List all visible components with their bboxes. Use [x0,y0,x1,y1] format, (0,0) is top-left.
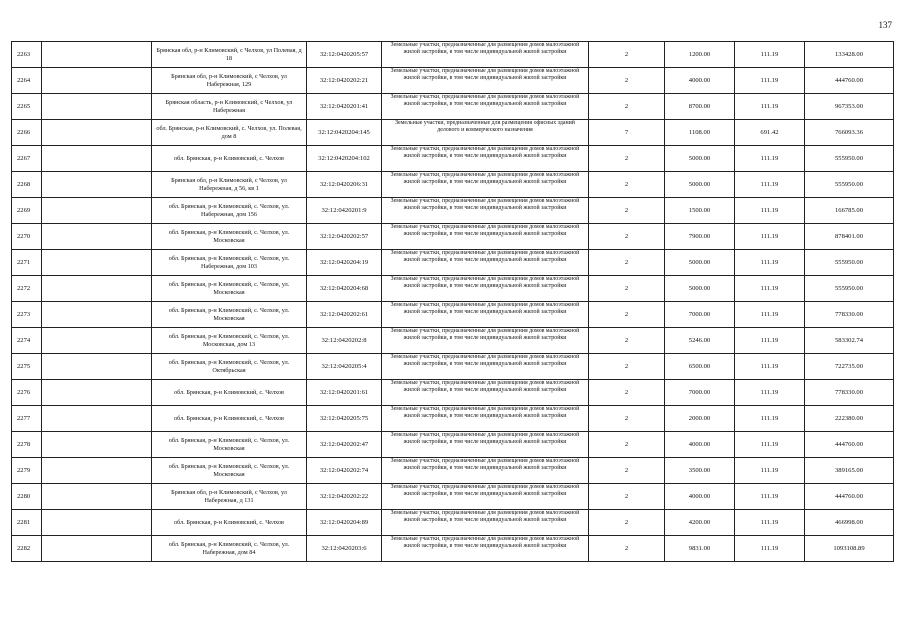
empty-cell [42,302,152,328]
land-use-cell: Земельные участки, предназначенные для размещения домов малоэтажной жилой застройки, в том числе индивидуальной жилой застройки [382,380,589,406]
row-number-cell: 2282 [12,536,42,562]
cadastral-number-cell: 32:12:0420202:61 [307,302,382,328]
cadastral-number-cell: 32:12:0420201:41 [307,94,382,120]
area-cell: 1108.00 [665,120,735,146]
area-cell: 5000.00 [665,146,735,172]
table-row [12,42,894,68]
specific-value-cell: 111.19 [735,510,805,536]
cadastral-number-cell: 32:12:0420204:19 [307,250,382,276]
cadastral-value-cell: 466998.00 [805,510,894,536]
row-number-cell: 2273 [12,302,42,328]
cadastral-value-cell: 878401.00 [805,224,894,250]
address-cell: обл. Брянская, р-н Климовский, с. Челхов, ул. Набережная, дом 156 [152,198,307,224]
cadastral-value-cell: 166785.00 [805,198,894,224]
specific-value-cell: 111.19 [735,172,805,198]
empty-cell [42,510,152,536]
empty-cell [42,432,152,458]
table-row [12,68,894,94]
area-cell: 4000.00 [665,432,735,458]
table-row [12,328,894,354]
specific-value-cell: 111.19 [735,94,805,120]
cadastral-number-cell: 32:12:0420202:22 [307,484,382,510]
cadastral-number-cell: 32:12:0420205:75 [307,406,382,432]
cadastral-value-cell: 389165.00 [805,458,894,484]
area-cell: 5000.00 [665,172,735,198]
empty-cell [42,354,152,380]
table-row [12,120,894,146]
area-cell: 7000.00 [665,380,735,406]
group-cell: 2 [589,224,665,250]
area-cell: 4200.00 [665,510,735,536]
specific-value-cell: 111.19 [735,458,805,484]
row-number-cell: 2276 [12,380,42,406]
row-number-cell: 2278 [12,432,42,458]
row-number-cell: 2277 [12,406,42,432]
address-cell: обл. Брянская, р-н Климовский, с. Челхов [152,406,307,432]
specific-value-cell: 111.19 [735,146,805,172]
group-cell: 2 [589,172,665,198]
cadastral-number-cell: 32:12:0420202:57 [307,224,382,250]
row-number-cell: 2270 [12,224,42,250]
specific-value-cell: 111.19 [735,68,805,94]
land-use-cell: Земельные участки, предназначенные для размещения домов малоэтажной жилой застройки, в том числе индивидуальной жилой застройки [382,328,589,354]
empty-cell [42,172,152,198]
table-row [12,458,894,484]
group-cell: 2 [589,250,665,276]
specific-value-cell: 111.19 [735,484,805,510]
specific-value-cell: 111.19 [735,42,805,68]
specific-value-cell: 111.19 [735,302,805,328]
cadastral-number-cell: 32:12:0420202:47 [307,432,382,458]
cadastral-value-cell: 444760.00 [805,484,894,510]
group-cell: 2 [589,328,665,354]
address-cell: Брянская обл, р-н Климовский, с Челхов, ул Полевая, д 18 [152,42,307,68]
area-cell: 5000.00 [665,276,735,302]
area-cell: 5000.00 [665,250,735,276]
cadastral-number-cell: 32:12:0420206:31 [307,172,382,198]
address-cell: обл. Брянская, р-н Климовский, с. Челхов, ул. Московская, дом 13 [152,328,307,354]
land-use-cell: Земельные участки, предназначенные для размещения домов малоэтажной жилой застройки, в том числе индивидуальной жилой застройки [382,510,589,536]
cadastral-number-cell: 32:12:0420202:21 [307,68,382,94]
cadastral-number-cell: 32:12:0420204:68 [307,276,382,302]
cadastral-number-cell: 32:12:0420205:57 [307,42,382,68]
row-number-cell: 2266 [12,120,42,146]
group-cell: 2 [589,302,665,328]
area-cell: 3500.00 [665,458,735,484]
row-number-cell: 2263 [12,42,42,68]
row-number-cell: 2269 [12,198,42,224]
group-cell: 2 [589,276,665,302]
group-cell: 2 [589,94,665,120]
address-cell: обл. Брянская, р-н Климовский, с. Челхов, ул. Московская [152,432,307,458]
area-cell: 4000.00 [665,68,735,94]
specific-value-cell: 111.19 [735,328,805,354]
land-use-cell: Земельные участки, предназначенные для размещения домов малоэтажной жилой застройки, в том числе индивидуальной жилой застройки [382,94,589,120]
area-cell: 1200.00 [665,42,735,68]
table-row [12,94,894,120]
cadastral-value-cell: 583302.74 [805,328,894,354]
land-use-cell: Земельные участки, предназначенные для размещения домов малоэтажной жилой застройки, в том числе индивидуальной жилой застройки [382,146,589,172]
row-number-cell: 2267 [12,146,42,172]
specific-value-cell: 691.42 [735,120,805,146]
row-number-cell: 2271 [12,250,42,276]
group-cell: 2 [589,68,665,94]
table-row [12,380,894,406]
group-cell: 2 [589,198,665,224]
address-cell: обл. Брянская, р-н Климовский, с. Челхов, ул. Московская [152,276,307,302]
cadastral-number-cell: 32:12:0420201:9 [307,198,382,224]
area-cell: 8700.00 [665,94,735,120]
group-cell: 2 [589,536,665,562]
specific-value-cell: 111.19 [735,432,805,458]
cadastral-number-cell: 32:12:0420203:6 [307,536,382,562]
cadastral-value-cell: 555950.00 [805,276,894,302]
address-cell: обл. Брянская, р-н Климовский, с. Челхов [152,380,307,406]
cadastral-value-cell: 778330.00 [805,302,894,328]
row-number-cell: 2272 [12,276,42,302]
land-use-cell: Земельные участки, предназначенные для размещения домов малоэтажной жилой застройки, в том числе индивидуальной жилой застройки [382,276,589,302]
area-cell: 6500.00 [665,354,735,380]
specific-value-cell: 111.19 [735,276,805,302]
table-row [12,510,894,536]
area-cell: 1500.00 [665,198,735,224]
row-number-cell: 2279 [12,458,42,484]
address-cell: обл. Брянская, р-н Климовский, с. Челхов, ул. Полевая, дом 8 [152,120,307,146]
specific-value-cell: 111.19 [735,354,805,380]
group-cell: 2 [589,380,665,406]
cadastral-number-cell: 32:12:0420202:74 [307,458,382,484]
land-use-cell: Земельные участки, предназначенные для размещения домов малоэтажной жилой застройки, в том числе индивидуальной жилой застройки [382,406,589,432]
table-row [12,536,894,562]
table-row [12,432,894,458]
group-cell: 2 [589,406,665,432]
cadastral-value-cell: 555950.00 [805,250,894,276]
empty-cell [42,146,152,172]
cadastral-value-cell: 222380.00 [805,406,894,432]
cadastral-number-cell: 32:12:0420201:61 [307,380,382,406]
address-cell: обл. Брянская, р-н Климовский, с. Челхов, ул. Московская [152,224,307,250]
land-registry-table [11,41,894,562]
group-cell: 2 [589,42,665,68]
land-use-cell: Земельные участки, предназначенные для размещения домов малоэтажной жилой застройки, в том числе индивидуальной жилой застройки [382,250,589,276]
cadastral-value-cell: 444760.00 [805,68,894,94]
cadastral-number-cell: 32:12:0420204:102 [307,146,382,172]
row-number-cell: 2264 [12,68,42,94]
address-cell: обл. Брянская, р-н Климовский, с. Челхов [152,146,307,172]
land-use-cell: Земельные участки, предназначенные для размещения домов малоэтажной жилой застройки, в том числе индивидуальной жилой застройки [382,224,589,250]
group-cell: 2 [589,146,665,172]
area-cell: 7900.00 [665,224,735,250]
table-row [12,224,894,250]
cadastral-number-cell: 32:12:0420204:145 [307,120,382,146]
cadastral-value-cell: 555950.00 [805,172,894,198]
group-cell: 2 [589,484,665,510]
land-use-cell: Земельные участки, предназначенные для размещения домов малоэтажной жилой застройки, в том числе индивидуальной жилой застройки [382,432,589,458]
empty-cell [42,198,152,224]
empty-cell [42,250,152,276]
cadastral-value-cell: 722735.00 [805,354,894,380]
land-use-cell: Земельные участки, предназначенные для размещения домов малоэтажной жилой застройки, в том числе индивидуальной жилой застройки [382,354,589,380]
specific-value-cell: 111.19 [735,380,805,406]
empty-cell [42,120,152,146]
empty-cell [42,68,152,94]
table-row [12,250,894,276]
land-use-cell: Земельные участки, предназначенные для размещения домов малоэтажной жилой застройки, в том числе индивидуальной жилой застройки [382,536,589,562]
row-number-cell: 2268 [12,172,42,198]
land-use-cell: Земельные участки, предназначенные для размещения домов малоэтажной жилой застройки, в том числе индивидуальной жилой застройки [382,484,589,510]
empty-cell [42,536,152,562]
empty-cell [42,276,152,302]
empty-cell [42,42,152,68]
table-row [12,406,894,432]
address-cell: обл. Брянская, р-н Климовский, с. Челхов, ул. Московская [152,458,307,484]
table-row [12,276,894,302]
row-number-cell: 2281 [12,510,42,536]
land-use-cell: Земельные участки, предназначенные для размещения домов малоэтажной жилой застройки, в том числе индивидуальной жилой застройки [382,68,589,94]
cadastral-value-cell: 778330.00 [805,380,894,406]
land-use-cell: Земельные участки, предназначенные для размещения домов малоэтажной жилой застройки, в том числе индивидуальной жилой застройки [382,198,589,224]
address-cell: Брянская область, р-н Климовский, с Челхов, ул Набережная [152,94,307,120]
land-use-cell: Земельные участки, предназначенные для размещения домов малоэтажной жилой застройки, в том числе индивидуальной жилой застройки [382,172,589,198]
specific-value-cell: 111.19 [735,198,805,224]
specific-value-cell: 111.19 [735,250,805,276]
cadastral-value-cell: 766093.36 [805,120,894,146]
address-cell: обл. Брянская, р-н Климовский, с. Челхов [152,510,307,536]
address-cell: Брянская обл, р-н Климовский, с Челхов, ул Набережная, д 131 [152,484,307,510]
group-cell: 2 [589,458,665,484]
cadastral-value-cell: 555950.00 [805,146,894,172]
empty-cell [42,380,152,406]
registry-body [12,42,894,562]
row-number-cell: 2265 [12,94,42,120]
cadastral-value-cell: 967353.00 [805,94,894,120]
address-cell: обл. Брянская, р-н Климовский, с. Челхов, ул. Набережная, дом 84 [152,536,307,562]
row-number-cell: 2274 [12,328,42,354]
row-number-cell: 2280 [12,484,42,510]
specific-value-cell: 111.19 [735,224,805,250]
table-row [12,484,894,510]
table-row [12,354,894,380]
address-cell: обл. Брянская, р-н Климовский, с. Челхов, ул. Московская [152,302,307,328]
empty-cell [42,484,152,510]
empty-cell [42,406,152,432]
address-cell: Брянская обл, р-н Климовский, с Челхов, ул Набережная, 129 [152,68,307,94]
empty-cell [42,328,152,354]
area-cell: 7000.00 [665,302,735,328]
cadastral-number-cell: 32:12:0420205:4 [307,354,382,380]
cadastral-value-cell: 133428.00 [805,42,894,68]
land-use-cell: Земельные участки, предназначенные для размещения домов малоэтажной жилой застройки, в том числе индивидуальной жилой застройки [382,302,589,328]
page-number: 137 [878,20,892,30]
cadastral-number-cell: 32:12:0420204:89 [307,510,382,536]
address-cell: обл. Брянская, р-н Климовский, с. Челхов, ул. Октябрьская [152,354,307,380]
specific-value-cell: 111.19 [735,406,805,432]
area-cell: 9831.00 [665,536,735,562]
row-number-cell: 2275 [12,354,42,380]
empty-cell [42,458,152,484]
group-cell: 2 [589,432,665,458]
empty-cell [42,224,152,250]
group-cell: 7 [589,120,665,146]
cadastral-value-cell: 1093108.89 [805,536,894,562]
land-use-cell: Земельные участки, предназначенные для размещения офисных зданий делового и коммерческого назначения [382,120,589,146]
table-row [12,198,894,224]
empty-cell [42,94,152,120]
group-cell: 2 [589,354,665,380]
table-row [12,302,894,328]
area-cell: 5246.00 [665,328,735,354]
area-cell: 4000.00 [665,484,735,510]
cadastral-number-cell: 32:12:0420202:8 [307,328,382,354]
cadastral-value-cell: 444760.00 [805,432,894,458]
specific-value-cell: 111.19 [735,536,805,562]
land-use-cell: Земельные участки, предназначенные для размещения домов малоэтажной жилой застройки, в том числе индивидуальной жилой застройки [382,42,589,68]
table-row [12,146,894,172]
table-row [12,172,894,198]
address-cell: Брянская обл, р-н Климовский, с Челхов, ул Набережная, д 56, кв 1 [152,172,307,198]
address-cell: обл. Брянская, р-н Климовский, с. Челхов, ул. Набережная, дом 103 [152,250,307,276]
group-cell: 2 [589,510,665,536]
land-use-cell: Земельные участки, предназначенные для размещения домов малоэтажной жилой застройки, в том числе индивидуальной жилой застройки [382,458,589,484]
area-cell: 2000.00 [665,406,735,432]
